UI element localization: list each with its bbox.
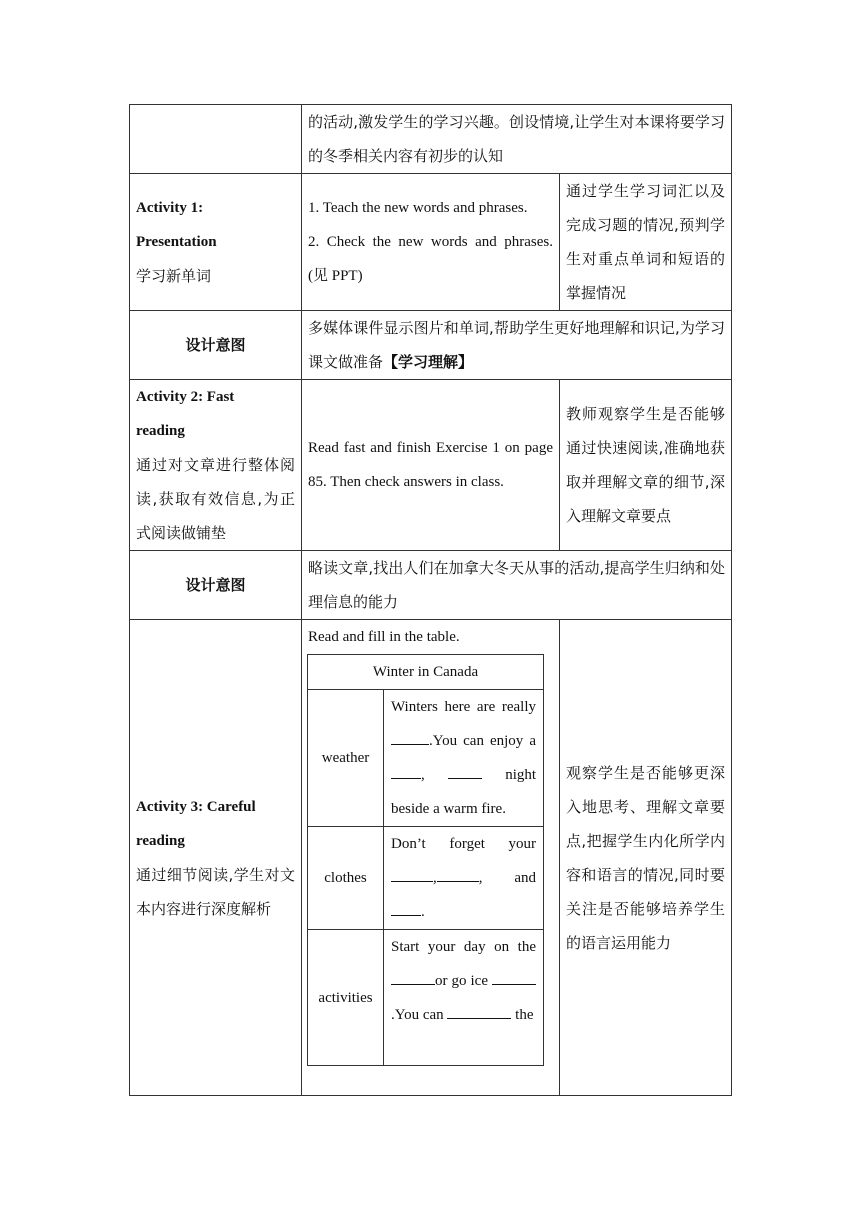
design-intent-text xyxy=(302,311,732,380)
activity-3-label xyxy=(130,620,302,1096)
activity-title: reading xyxy=(136,423,185,439)
cell-text: Don’t forget your xyxy=(391,836,537,852)
fill-blank xyxy=(391,866,433,882)
empty-cell xyxy=(130,105,302,174)
cell-text: .You can enjoy a xyxy=(429,733,537,749)
content-line: 1. Teach the new words and phrases. xyxy=(308,200,528,216)
fill-blank xyxy=(437,866,479,882)
row-label-clothes: clothes xyxy=(308,827,384,930)
activity-title: Activity 1: xyxy=(136,200,204,216)
activity-description: 通过细节阅读,学生对文本内容进行深度解析 xyxy=(136,865,295,918)
fill-blank xyxy=(492,969,536,985)
activity-title: Activity 2: Fast xyxy=(136,389,235,405)
fill-blank xyxy=(447,1003,511,1019)
table-row xyxy=(130,620,732,1096)
cell-text: , xyxy=(433,870,437,886)
inner-table-row xyxy=(308,827,544,930)
design-intent-label: 设计意图 xyxy=(130,551,302,620)
cell-text: Start your day on the xyxy=(391,939,537,955)
activity-3-content xyxy=(302,620,560,1096)
activity-2-label xyxy=(130,380,302,551)
fill-blank xyxy=(448,763,482,779)
activity-title: Presentation xyxy=(136,234,217,250)
design-intent-text: 略读文章,找出人们在加拿大冬天从事的活动,提高学生归纳和处理信息的能力 xyxy=(302,551,732,620)
fill-blank xyxy=(391,900,421,916)
lesson-plan-table xyxy=(129,104,732,1096)
table-row xyxy=(130,311,732,380)
row-label-weather: weather xyxy=(308,690,384,827)
cell-text: , xyxy=(421,767,425,783)
table-row xyxy=(130,105,732,174)
activity-3-eval: 观察学生是否能够更深入地思考、理解文章要点,把握学生内化所学内容和语言的情况,同时要关注是否能够培养学生的语言运用能力 xyxy=(560,620,732,1096)
activity-1-content xyxy=(302,174,560,311)
content-line: 2. Check the new words and phrases. (见 PPT) xyxy=(308,234,553,284)
design-intent-body: 多媒体课件显示图片和单词,帮助学生更好地理解和识记,为学习课文做准备 xyxy=(308,319,726,371)
activity-1-eval: 通过学生学习词汇以及完成习题的情况,预判学生对重点单词和短语的掌握情况 xyxy=(560,174,732,311)
row-label-activities: activities xyxy=(308,930,384,1066)
cell-text: .You can xyxy=(391,1007,444,1023)
cell-text: and xyxy=(514,870,537,886)
cell-text: the xyxy=(515,1007,534,1023)
winter-in-canada-table xyxy=(307,654,544,1066)
activity-2-eval: 教师观察学生是否能够通过快速阅读,准确地获取并理解文章的细节,深入理解文章要点 xyxy=(560,380,732,551)
activity-title: Activity 3: Careful xyxy=(136,798,256,815)
activity-description: 学习新单词 xyxy=(136,267,212,285)
inner-table-row xyxy=(308,690,544,827)
table-intro: Read and fill in the table. xyxy=(308,629,460,645)
cell-text: , xyxy=(478,870,483,886)
activity-title: reading xyxy=(136,832,185,849)
design-intent-tag: 【学习理解】 xyxy=(383,353,474,371)
cell-text: . xyxy=(421,904,425,920)
inner-table-row xyxy=(308,655,544,690)
cell-text: night beside a warm fire. xyxy=(391,767,537,817)
table-row xyxy=(130,551,732,620)
table-row xyxy=(130,174,732,311)
cell-text: Winters here are really xyxy=(391,699,537,715)
inner-table-row xyxy=(308,930,544,1066)
continuation-text: 的活动,激发学生的学习兴趣。创设情境,让学生对本课将要学习的冬季相关内容有初步的认知 xyxy=(302,105,732,174)
activity-1-label xyxy=(130,174,302,311)
fill-blank xyxy=(391,729,429,745)
cell-text: or go ice xyxy=(435,973,488,989)
activities-cell xyxy=(384,930,544,1066)
inner-table-title: Winter in Canada xyxy=(308,655,544,690)
table-row xyxy=(130,380,732,551)
design-intent-label: 设计意图 xyxy=(130,311,302,380)
weather-cell xyxy=(384,690,544,827)
fill-blank xyxy=(391,969,435,985)
activity-2-content: Read fast and finish Exercise 1 on page 85. Then check answers in class. xyxy=(302,380,560,551)
fill-blank xyxy=(391,763,421,779)
clothes-cell xyxy=(384,827,544,930)
activity-description: 通过对文章进行整体阅读,获取有效信息,为正式阅读做铺垫 xyxy=(136,456,295,542)
